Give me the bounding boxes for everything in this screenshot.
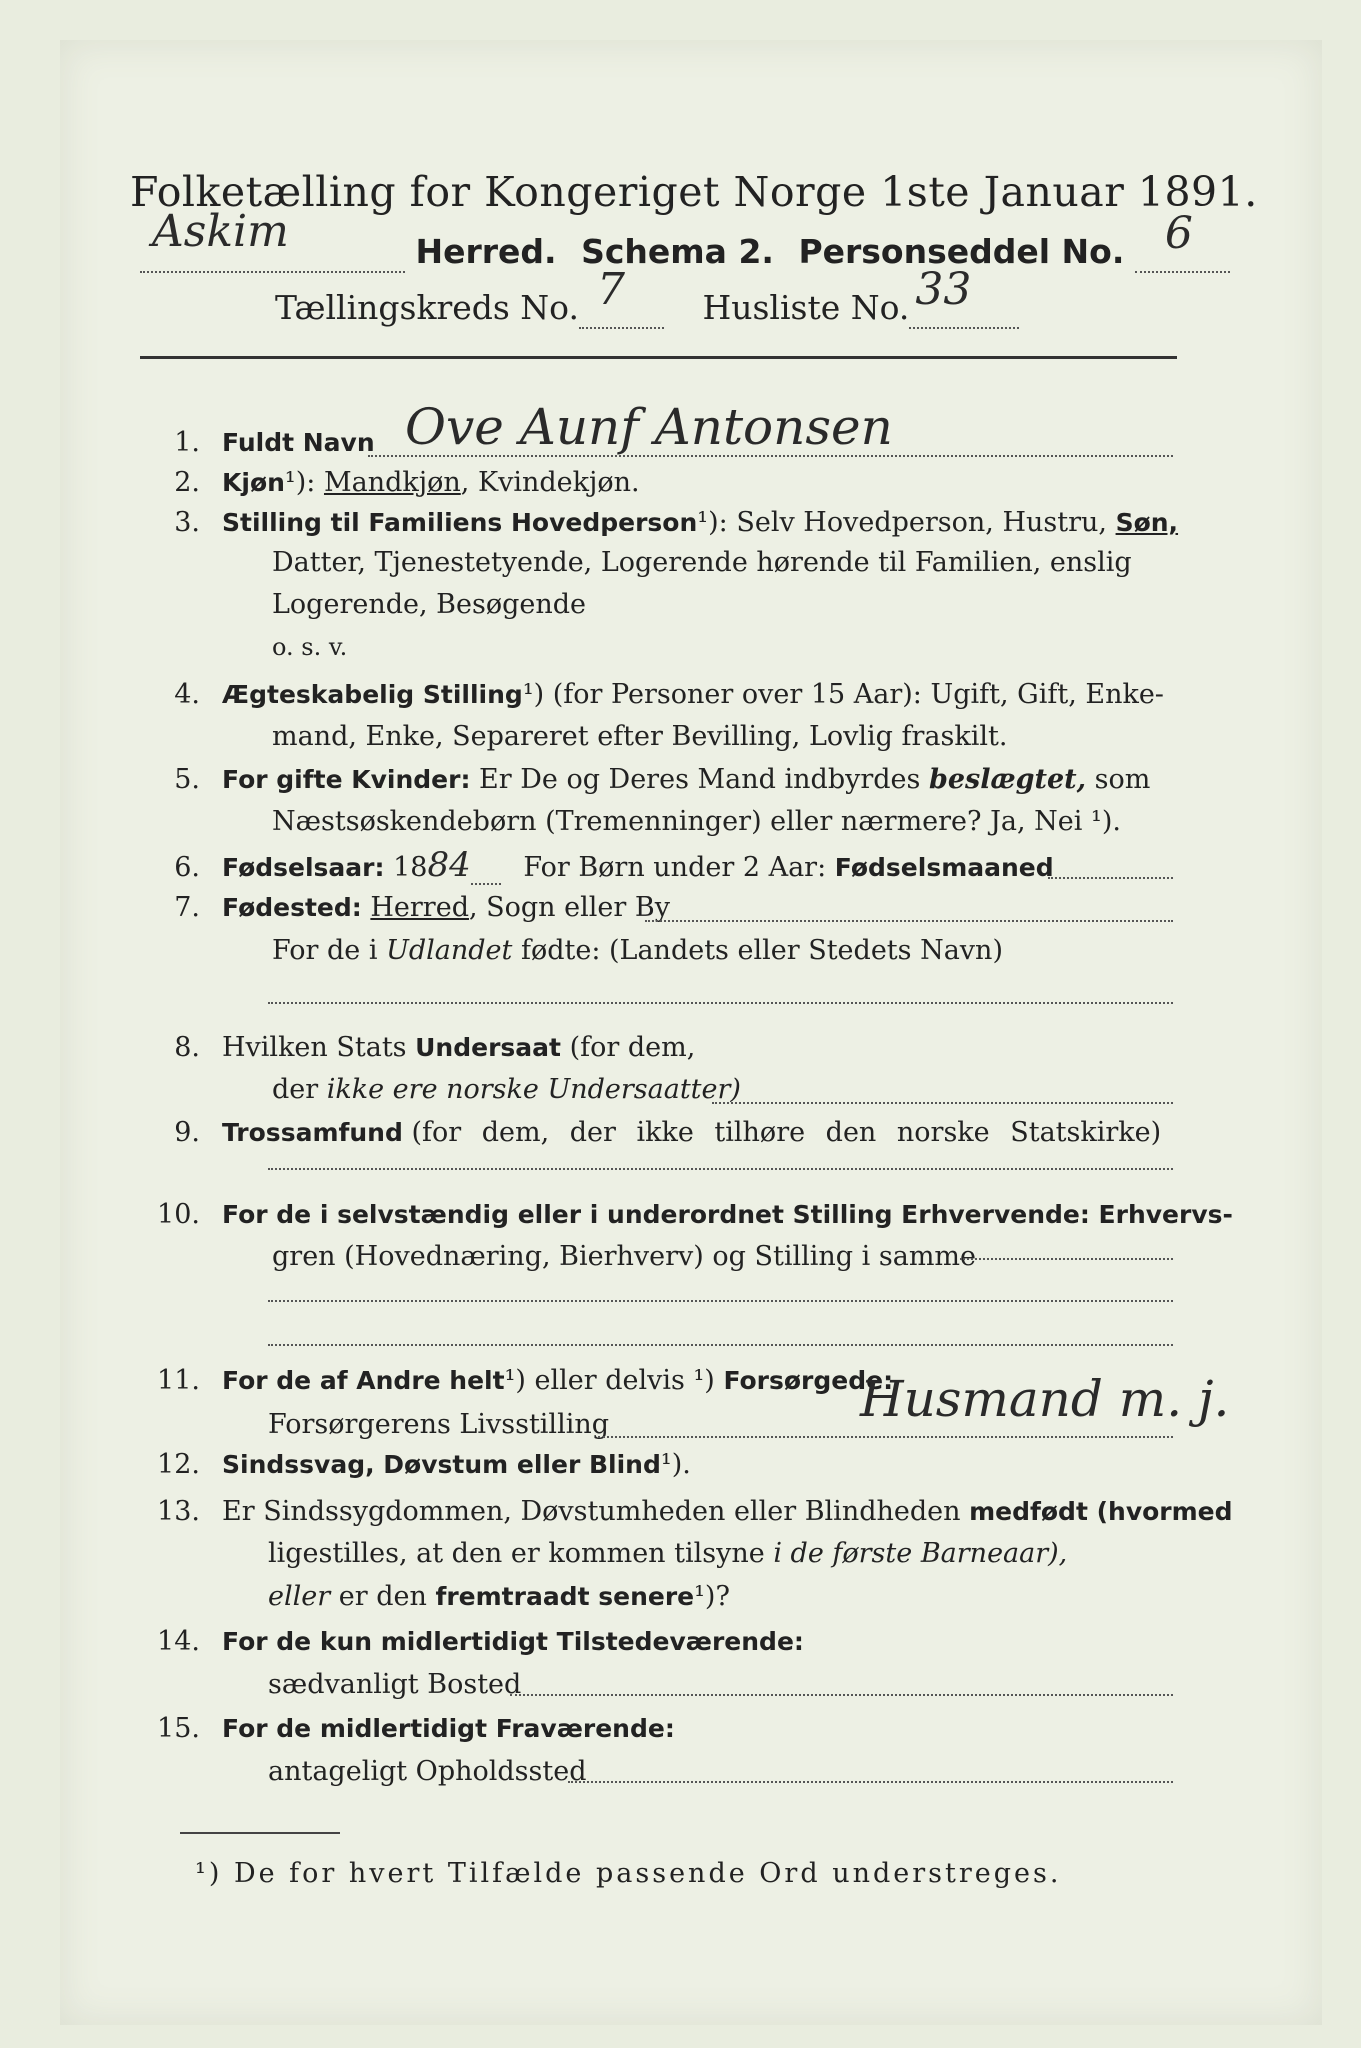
answer-line-occupation-2 — [268, 1300, 1173, 1302]
item-label: For gifte Kvinder: — [222, 765, 471, 794]
item-label: fremtraadt senere — [435, 1582, 695, 1611]
item-label: Ægteskabelig Stilling — [222, 680, 523, 709]
answer-line-usual-residence — [510, 1694, 1173, 1696]
husliste-label: Husliste No. — [702, 288, 910, 327]
answer-line-probable-residence — [568, 1781, 1173, 1783]
item-3-line-2: Datter, Tjenestetyende, Logerende hørende til Familien, enslig — [272, 547, 1132, 578]
municipality-handwritten: Askim — [152, 206, 289, 257]
item-number: 14. — [157, 1626, 200, 1657]
answer-line-religion — [268, 1168, 1173, 1170]
kreds-number: 7 — [596, 264, 625, 315]
item-label: Forsørgede: — [723, 1366, 894, 1395]
item-text: Hvilken Stats — [222, 1032, 407, 1063]
item-6 — [145, 845, 1185, 885]
item-text: som — [1094, 764, 1151, 795]
item-text: Er Sindssygdommen, Døvstumheden eller Blindheden — [222, 1496, 961, 1527]
options-text: Selv Hovedperson, Hustru, — [736, 507, 1107, 538]
item-13-line-2 — [268, 1539, 1308, 1569]
municipality-field — [140, 206, 405, 273]
handwritten-provider-occupation: Husmand m. j. — [860, 1370, 1230, 1428]
item-7 — [145, 893, 1185, 923]
item-label: Undersaat — [415, 1033, 561, 1062]
schema-label: Schema 2. — [581, 232, 774, 271]
item-label: Fuldt Navn — [222, 428, 375, 457]
item-number: 13. — [157, 1496, 200, 1527]
item-label: Sindssvag, Døvstum eller Blind — [222, 1450, 661, 1479]
answer-line-foreign-birthplace — [268, 1002, 1173, 1004]
item-3-line-4: o. s. v. — [272, 633, 348, 661]
item-number: 9. — [174, 1117, 200, 1148]
year-prefix: 18 — [393, 852, 428, 883]
item-8-line-2 — [272, 1075, 1312, 1105]
item-label: For de kun midlertidigt Tilstedeværende: — [222, 1627, 804, 1656]
item-text: er den — [338, 1581, 427, 1612]
item-label: Trossamfund — [222, 1118, 403, 1147]
item-number: 1. — [174, 427, 200, 458]
item-text: For de i — [272, 935, 378, 966]
item-13-line-3 — [268, 1582, 1308, 1612]
item-number: 5. — [174, 764, 200, 795]
kreds-field — [579, 264, 664, 329]
item-label: Stilling til Familiens Hovedperson — [222, 508, 698, 537]
item-text: (for dem, — [569, 1032, 696, 1063]
header-row-herred — [140, 206, 1230, 273]
item-number: 7. — [174, 892, 200, 923]
item-number: 15. — [157, 1713, 200, 1744]
item-14-line-2: sædvanligt Bosted — [268, 1669, 522, 1700]
item-15-line-2: antageligt Opholdssted — [268, 1756, 587, 1787]
item-text-bold: Fødselsmaaned — [834, 853, 1054, 882]
item-9 — [145, 1118, 1185, 1148]
item-number: 6. — [174, 852, 200, 883]
item-text: Er De og Deres Mand indbyrdes — [479, 764, 921, 795]
footnote-ref: ¹)? — [694, 1581, 730, 1612]
option-selected-son: Søn, — [1115, 508, 1179, 537]
option-selected-herred: Herred — [370, 892, 469, 923]
item-3 — [145, 508, 1185, 538]
item-label: Erhvervende: Erhvervs- — [901, 1200, 1233, 1229]
item-7-line-2 — [272, 936, 1312, 966]
item-number: 2. — [174, 467, 200, 498]
item-5-line-2: Næstsøskendebørn (Tremenninger) eller nærmere? Ja, Nei ¹). — [272, 806, 1121, 837]
item-8 — [145, 1033, 1185, 1063]
footnote-ref: ¹). — [660, 1449, 691, 1480]
answer-line-occupation-3 — [268, 1344, 1173, 1346]
item-number: 10. — [157, 1199, 200, 1230]
answer-line-birth-month — [1048, 877, 1173, 879]
item-label: Fødselsaar: — [222, 853, 385, 882]
option-kvindekjon: , Kvindekjøn. — [460, 467, 640, 498]
item-text-italic: beslægtet, — [928, 764, 1087, 795]
answer-line-citizenship — [712, 1102, 1173, 1104]
personseddel-number: 6 — [1164, 208, 1193, 259]
item-15 — [145, 1714, 1185, 1744]
item-11-line-2: Forsørgerens Livsstilling — [268, 1409, 610, 1440]
handwritten-full-name: Ove Aunf Antonsen — [405, 398, 893, 456]
item-number: 3. — [174, 507, 200, 538]
item-10-line-2: gren (Hovednæring, Bierhverv) og Stilling i samme — [272, 1241, 977, 1272]
item-text-italic: ikke ere norske Undersaatter) — [326, 1074, 741, 1105]
item-label: Kjøn — [222, 468, 285, 497]
item-text: fødte: (Landets eller Stedets Navn) — [520, 935, 1003, 966]
option-selected-mandkjon: Mandkjøn — [323, 467, 461, 498]
item-text: (for dem, der ikke tilhøre den norske Statskirke) — [411, 1117, 1162, 1148]
item-13 — [145, 1496, 1233, 1527]
answer-line-occupation-1 — [960, 1258, 1173, 1260]
item-text-italic: eller — [268, 1581, 331, 1612]
item-14 — [145, 1627, 1185, 1657]
item-3-line-3: Logerende, Besøgende — [272, 589, 586, 620]
item-5 — [145, 765, 1185, 795]
form-title: Folketælling for Kongeriget Norge 1ste Januar 1891. — [130, 168, 1258, 216]
item-label: For de midlertidigt Fraværende: — [222, 1714, 675, 1743]
item-label: Fødested: — [222, 893, 362, 922]
item-number: 4. — [174, 679, 200, 710]
item-4-line-2: mand, Enke, Separeret efter Bevilling, Lovlig fraskilt. — [272, 721, 1008, 752]
footnote-ref: ¹): — [697, 507, 728, 538]
kreds-label: Tællingskreds No. — [275, 288, 579, 327]
year-dots — [471, 853, 501, 885]
personseddel-field — [1135, 208, 1230, 273]
item-text: der — [272, 1074, 319, 1105]
item-label: medfødt (hvormed — [969, 1497, 1233, 1526]
item-label: For de i selvstændig eller i underordnet Stilling — [222, 1200, 893, 1229]
item-text: ligestilles, at den er kommen tilsyne — [268, 1538, 765, 1569]
item-number: 11. — [157, 1365, 200, 1396]
item-4 — [145, 680, 1185, 710]
item-label: For de af Andre helt — [222, 1366, 505, 1395]
answer-line-provider — [598, 1436, 1173, 1438]
item-2 — [145, 468, 1185, 498]
header-row-kreds — [275, 264, 1019, 329]
herred-label: Herred. — [415, 232, 557, 271]
item-text: ¹) (for Personer over 15 Aar): Ugift, Gift, Enke- — [522, 679, 1164, 710]
item-text: For Børn under 2 Aar: — [523, 852, 827, 883]
item-10 — [145, 1199, 1233, 1230]
item-text: ¹) eller delvis ¹) — [504, 1365, 715, 1396]
answer-line-birthplace — [645, 920, 1173, 922]
item-number: 12. — [157, 1449, 200, 1480]
handwritten-birth-year: 84 — [427, 845, 471, 885]
husliste-field — [909, 264, 1019, 329]
personseddel-label: Personseddel No. — [798, 232, 1125, 271]
husliste-number: 33 — [915, 264, 972, 315]
footnote-ref: ¹): — [284, 467, 316, 498]
item-text-italic: Udlandet — [386, 935, 513, 966]
footnote-divider — [180, 1832, 340, 1834]
item-number: 8. — [174, 1032, 200, 1063]
footnote: ¹) De for hvert Tilfælde passende Ord understreges. — [195, 1858, 1062, 1889]
item-12 — [145, 1450, 1185, 1480]
item-text-italic: i de første Barneaar), — [773, 1538, 1068, 1569]
header-divider — [140, 356, 1177, 359]
item-text: , Sogn eller By — [468, 892, 670, 923]
